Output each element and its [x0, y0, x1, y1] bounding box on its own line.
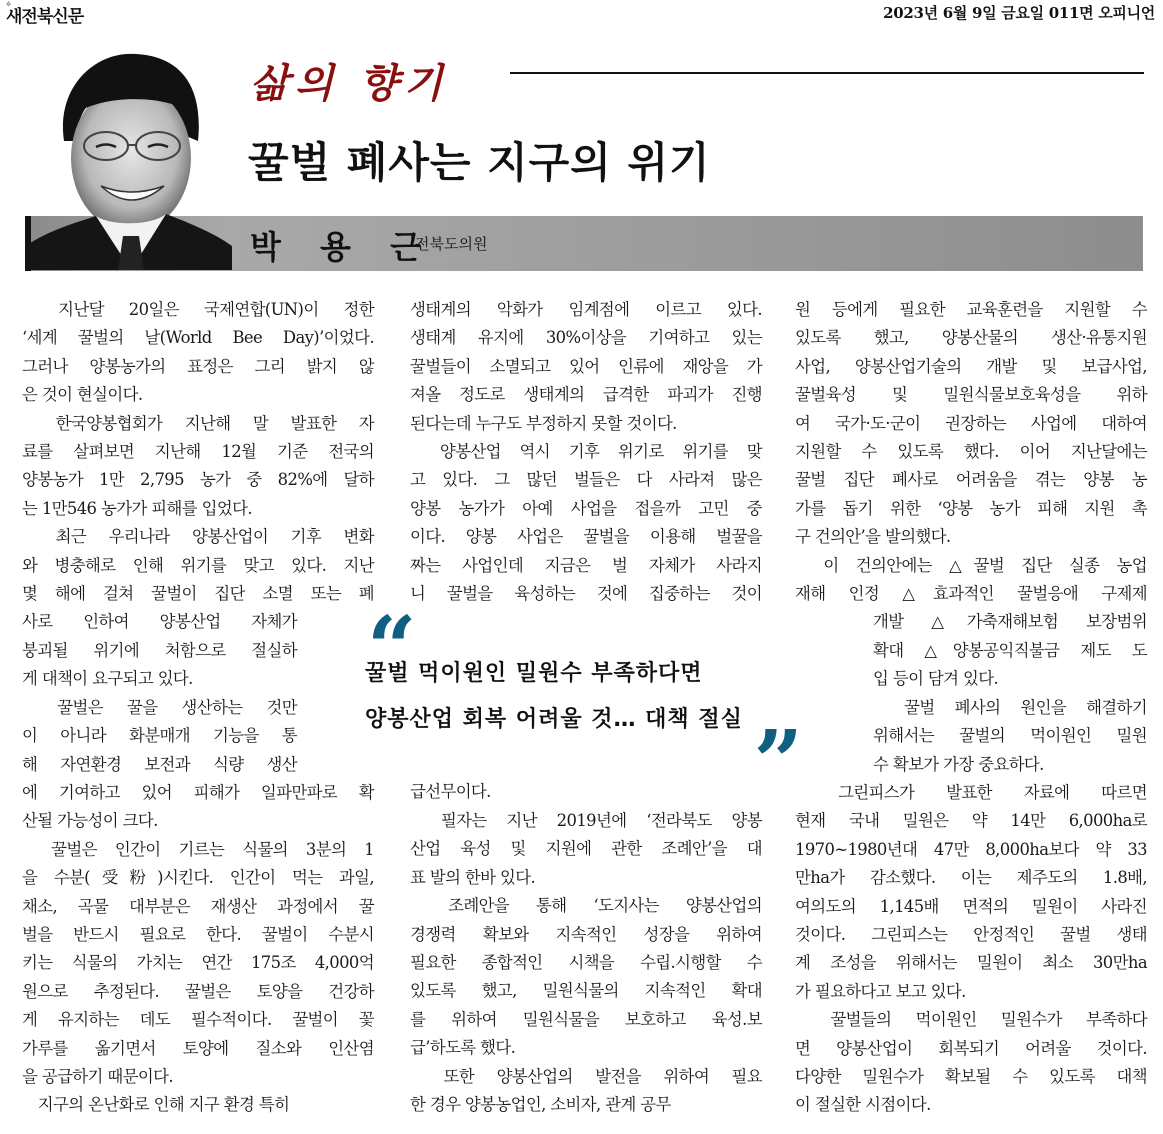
text-line: 료를 살펴보면 지난해 12월 기준 전국의	[22, 442, 374, 462]
text-line: 1970~1980년대 47만 8,000ha보다 약 33	[795, 839, 1147, 859]
text-line: 벌을 반드시 필요로 한다. 꿀벌이 수분시	[22, 924, 374, 944]
text-line: 지원할 수 있도록 했다. 이어 지난달에는	[795, 442, 1147, 462]
text-line: 은 것이 현실이다.	[22, 385, 143, 405]
text-line: 꿀벌육성 및 밀원식물보호육성을 위하	[795, 385, 1147, 405]
text-line: 꿀벌들의 먹이원인 밀원수가 부족하다	[795, 1010, 1147, 1030]
text-line: 사로 인하여 양봉산업 자체가	[22, 612, 297, 632]
title-rule	[510, 72, 1144, 74]
masthead	[6, 2, 83, 26]
pull-quote-line-2: 양봉산업 회복 어려울 것… 대책 절실	[365, 707, 743, 732]
text-line: 와 병충해로 인해 위기를 맞고 있다. 지난	[22, 555, 374, 575]
body-column-3	[795, 296, 1147, 1120]
text-line: 재해 인정 △효과적인 꿀벌응애 구제제	[795, 584, 1147, 604]
text-line: 지난달 20일은 국제연합(UN)이 정한	[22, 300, 374, 319]
portrait-icon	[26, 46, 232, 270]
text-line: 여 국가·도·군이 권장하는 사업에 대하여	[795, 413, 1147, 433]
open-quote-icon: “	[367, 598, 417, 699]
text-line: 짜는 사업인데 지금은 벌 자체가 사라지	[410, 555, 762, 575]
text-line: 수 확보가 가장 중요하다.	[873, 754, 1044, 774]
text-line: 최근 우리나라 양봉산업이 기후 변화	[22, 527, 374, 547]
text-line: 생태계의 악화가 임계점에 이르고 있다.	[410, 300, 762, 319]
pull-quote-line-1: 꿀벌 먹이원인 밀원수 부족하다면	[365, 661, 703, 686]
text-line: 급’하도록 했다.	[410, 1038, 516, 1058]
headline: 꿀벌 폐사는 지구의 위기	[248, 138, 711, 187]
text-line: 그러나 양봉농가의 표정은 그리 밝지 않	[22, 356, 374, 376]
text-line: 이 절실한 시점이다.	[795, 1095, 931, 1115]
text-line: 생태계 유지에 30%이상을 기여하고 있는	[410, 328, 762, 348]
author-name: 박 용 근	[250, 228, 436, 266]
text-line: 이 아니라 화분매개 기능을 통	[22, 726, 297, 746]
text-line: 원 등에게 필요한 교육훈련을 지원할 수	[795, 300, 1147, 319]
text-line: 산업 육성 및 지원에 관한 조례안’을 대	[410, 839, 762, 859]
text-line: 양봉 농가가 아예 사업을 접을까 고민 중	[410, 498, 762, 518]
text-line: 게 대책이 요구되고 있다.	[22, 669, 193, 689]
text-line: 이 건의안에는 △꿀벌 집단 실종 농업	[795, 555, 1147, 575]
text-line: 입 등이 담겨 있다.	[873, 669, 999, 689]
text-line: 원으로 추정된다. 꿀벌은 토양을 건강하	[22, 981, 374, 1001]
text-line: 한 경우 양봉농업인, 소비자, 관계 공무	[410, 1094, 671, 1114]
text-line: 있도록 했고, 양봉산물의 생산·유통지원	[795, 328, 1147, 348]
text-line: 면 양봉산업이 회복되기 어려울 것이다.	[795, 1038, 1147, 1058]
text-line: 것이다. 그린피스는 안정적인 꿀벌 생태	[795, 924, 1147, 944]
text-line: 필요한 종합적인 시책을 수립.시행할 수	[410, 952, 762, 972]
text-line: 양봉산업 역시 기후 위기로 위기를 맞	[410, 442, 762, 462]
text-line: 몇 해에 걸쳐 꿀벌이 집단 소멸 또는 폐	[22, 584, 374, 604]
text-line: 꿀벌 집단 폐사로 어려움을 겪는 양봉 농	[795, 470, 1147, 490]
text-line: 을 수분(受粉)시킨다. 인간이 먹는 과일,	[22, 868, 374, 888]
text-line: 계 조성을 위해서는 밀원이 최소 30만ha	[795, 953, 1147, 973]
text-line: 이다. 양봉 사업은 꿀벌을 이용해 벌꿀을	[410, 527, 762, 547]
text-line: 만ha가 감소했다. 이는 제주도의 1.8배,	[795, 868, 1147, 888]
text-line: 확대 △양봉공익직불금 제도 도	[873, 640, 1147, 660]
text-line: 꿀벌은 인간이 기르는 식물의 3분의 1	[22, 839, 374, 859]
text-line: 지구의 온난화로 인해 지구 환경 특히	[22, 1095, 290, 1115]
text-line: 경쟁력 확보와 지속적인 성장을 위하여	[410, 924, 762, 944]
close-quote-icon: ”	[753, 712, 803, 813]
text-line: 또한 양봉산업의 발전을 위하여 필요	[410, 1066, 762, 1086]
text-line: 에 기여하고 있어 피해가 일파만파로 확	[22, 782, 374, 802]
text-line: 조례안을 통해 ‘도지사는 양봉산업의	[410, 896, 762, 916]
dateline: 2023년 6월 9일 금요일 011면 오피니언	[883, 4, 1155, 22]
text-line: 양봉농가 1만 2,795 농가 중 82%에 달하	[22, 470, 374, 490]
text-line: 져올 정도로 생태계의 급격한 파괴가 진행	[410, 385, 762, 405]
text-line: 있도록 했고, 밀원식물의 지속적인 확대	[410, 981, 762, 1001]
body-column-1	[22, 296, 374, 1120]
text-line: ‘세계 꿀벌의 날(World Bee Day)’이었다.	[22, 328, 374, 348]
author-portrait	[26, 46, 232, 270]
author-role: 전북도의원	[415, 235, 488, 253]
text-line: 붕괴될 위기에 처함으로 절실하	[22, 640, 297, 660]
text-line: 니 꿀벌을 육성하는 것에 집중하는 것이	[410, 584, 762, 604]
text-line: 여의도의 1,145배 면적의 밀원이 사라진	[795, 896, 1147, 916]
text-line: 를 위하여 밀원식물을 보호하고 육성.보	[410, 1009, 762, 1029]
text-line: 다양한 밀원수가 확보될 수 있도록 대책	[795, 1066, 1147, 1086]
text-line: 꿀벌은 꿀을 생산하는 것만	[22, 697, 297, 717]
text-line: 급선무이다.	[410, 782, 491, 802]
text-line: 현재 국내 밀원은 약 14만 6,000ha로	[795, 811, 1147, 831]
text-line: 가를 돕기 위한 ‘양봉 농가 피해 지원 촉	[795, 498, 1147, 518]
text-line: 가 필요하다고 보고 있다.	[795, 981, 966, 1001]
text-line: 해 자연환경 보전과 식량 생산	[22, 754, 297, 774]
section-title: 삶의 향기	[250, 60, 449, 107]
text-line: 을 공급하기 때문이다.	[22, 1066, 173, 1086]
text-line: 는 1만546 농가가 피해를 입었다.	[22, 498, 252, 518]
newspaper-logo: 새전북신문	[6, 7, 84, 27]
text-line: 구 건의안’을 발의했다.	[795, 527, 951, 547]
logo-mark-icon: ✲	[6, 1, 12, 8]
text-line: 산될 가능성이 크다.	[22, 811, 158, 831]
text-line: 한국양봉협회가 지난해 말 발표한 자	[22, 413, 374, 433]
text-line: 그린피스가 발표한 자료에 따르면	[795, 782, 1147, 802]
text-line: 키는 식물의 가치는 연간 175조 4,000억	[22, 953, 374, 973]
text-line: 꿀벌 폐사의 원인을 해결하기	[873, 697, 1147, 717]
text-line: 가루를 옮기면서 토양에 질소와 인산염	[22, 1038, 374, 1058]
text-line: 꿀벌들이 소멸되고 있어 인류에 재앙을 가	[410, 356, 762, 376]
text-line: 필자는 지난 2019년에 ‘전라북도 양봉	[410, 810, 762, 830]
text-line: 위해서는 꿀벌의 먹이원인 밀원	[873, 726, 1147, 746]
text-line: 개발 △가축재해보험 보장범위	[873, 612, 1147, 632]
text-line: 된다는데 누구도 부정하지 못할 것이다.	[410, 413, 677, 433]
text-line: 게 유지하는 데도 필수적이다. 꿀벌이 꽃	[22, 1010, 374, 1030]
text-line: 채소, 곡물 대부분은 재생산 과정에서 꿀	[22, 896, 374, 916]
text-line: 표 발의 한바 있다.	[410, 867, 536, 887]
text-line: 고 있다. 그 많던 벌들은 다 사라져 많은	[410, 470, 762, 490]
text-line: 사업, 양봉산업기술의 개발 및 보급사업,	[795, 356, 1147, 376]
